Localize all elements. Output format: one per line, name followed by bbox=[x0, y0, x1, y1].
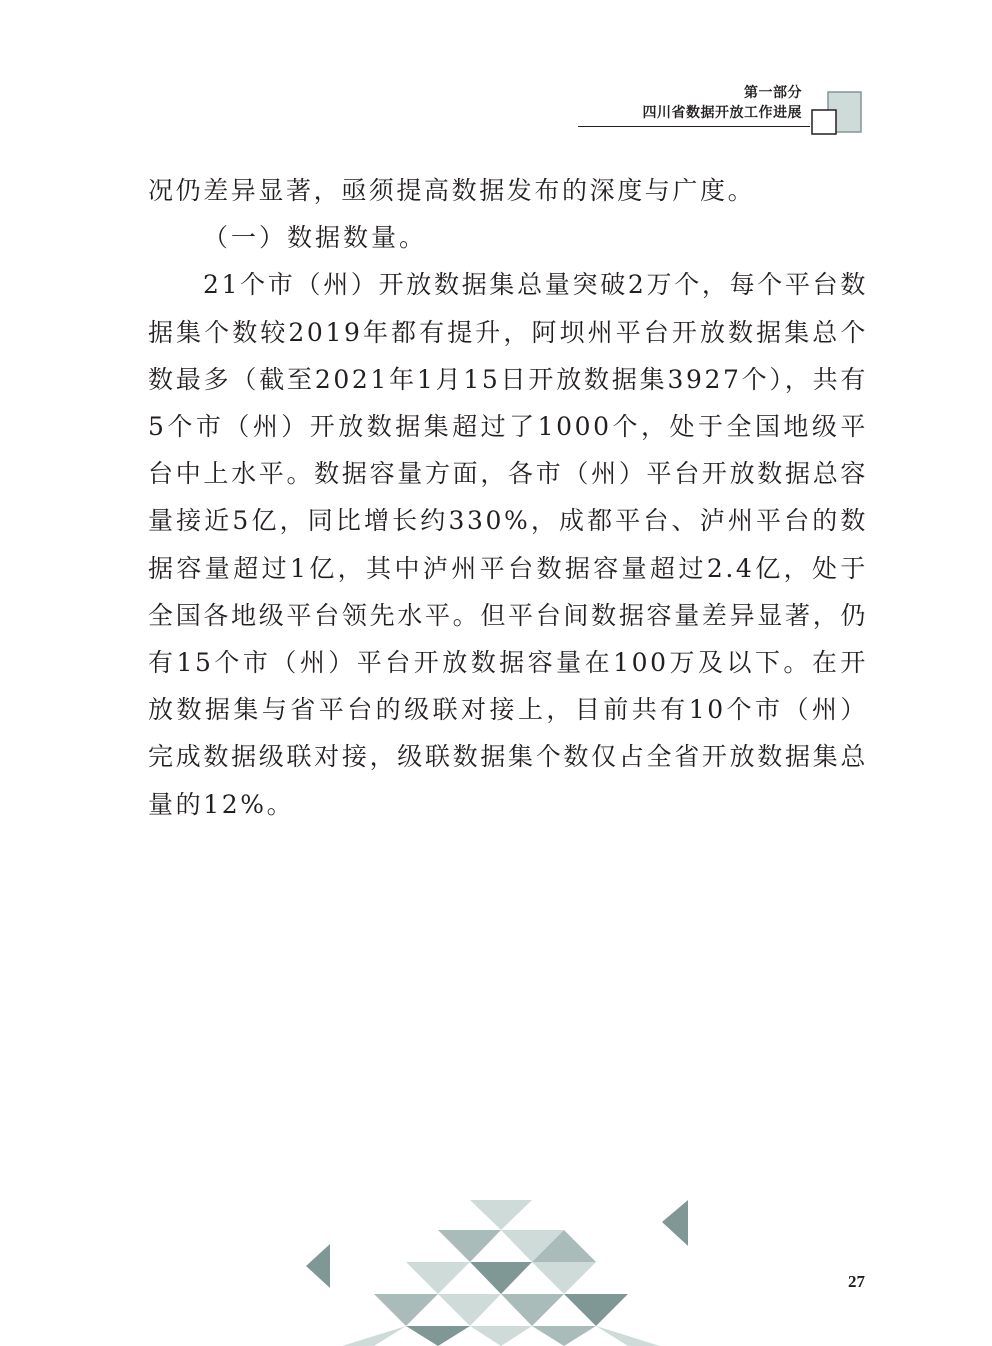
section-subheading: （一）数据数量。 bbox=[203, 223, 428, 253]
running-header bbox=[0, 0, 992, 150]
footer-triangle-decoration bbox=[300, 1200, 700, 1346]
data-quantity-paragraph: 21个市（州）开放数据集总量突破2万个，每个平台数据集个数较2019年都有提升，阿坝州平台开放数据集总个数最多（截至2021年1月15日开放数据集3927个），共有5个市（州）开放数据集超过了1000个，处于全国地级平台中上水平。数据容量方面，各市（州）平台开放数据总容量接近5亿，同比增长约330%，成都平台、泸州平台的数据容量超过1亿，其中泸州平台数据容量超过2.4亿，处于全国各地级平台领先水平。但平台间数据容量差异显著，仍有15个市（州）平台开放数据容量在100万及以下。在开放数据集与省平台的级联对接上，目前共有10个市（州）完成数据级联对接，级联数据集个数仅占全省开放数据集总量的12%。 bbox=[148, 270, 868, 819]
header-part-label: 第一部分 bbox=[744, 85, 802, 101]
continuation-paragraph: 况仍差异显著，亟须提高数据发布的深度与广度。 bbox=[148, 176, 756, 205]
body-text bbox=[148, 167, 868, 828]
header-section-title: 四川省数据开放工作进展 bbox=[642, 105, 802, 121]
header-rule bbox=[578, 126, 810, 127]
header-emblem-icon bbox=[808, 90, 864, 136]
page-number: 27 bbox=[848, 1272, 865, 1291]
